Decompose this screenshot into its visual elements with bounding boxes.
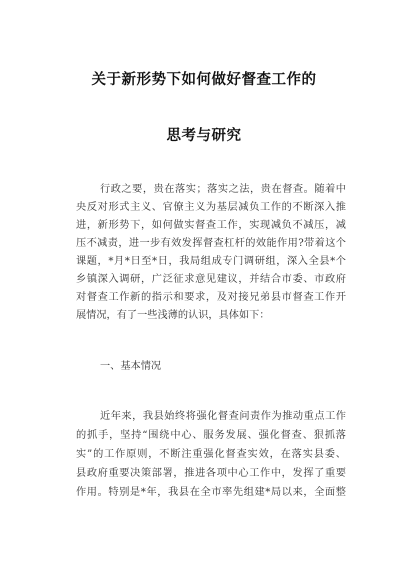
document-title-line-2: 思考与研究 — [166, 127, 242, 144]
intro-paragraph-line: 央反对形式主义、官僚主义为基层减负工作的不断深入推 — [76, 202, 346, 213]
section-paragraph-line: 实”的工作原则，不断注重强化督查实效，在落实县委、 — [76, 449, 346, 460]
section-paragraph-line: 作用。特别是*年，我县在全市率先组建*局以来，全面整 — [76, 487, 346, 498]
intro-paragraph-line: 进，新形势下，如何做实督查工作，实现减负不减压，减 — [76, 220, 346, 231]
section-heading: 一、基本情况 — [100, 361, 162, 372]
section-paragraph-line: 县政府重要决策部署，推进各项中心工作中，发挥了重要 — [76, 468, 346, 479]
intro-paragraph-line: 对督查工作新的指示和要求，及对接兄弟县市督查工作开 — [76, 292, 346, 303]
intro-paragraph-line: 行政之要，贵在落实；落实之法，贵在督查。随着中 — [100, 184, 346, 195]
section-paragraph-line: 近年来，我县始终将强化督查问责作为推动重点工作 — [100, 411, 346, 422]
intro-paragraph-line: 压不减责，进一步有效发挥督查杠杆的效能作用?带着这个 — [76, 238, 346, 249]
intro-paragraph-line: 乡镇深入调研，广泛征求意见建议，并结合市委、市政府 — [76, 274, 346, 285]
section-paragraph-line: 的抓手，坚持“围绕中心、服务发展、强化督查、狠抓落 — [76, 430, 346, 441]
intro-paragraph-line: 课题，*月*日至*日，我局组成专门调研组，深入全县*个 — [76, 256, 346, 267]
intro-paragraph-line: 展情况，有了一些浅薄的认识，具体如下： — [76, 310, 270, 321]
document-title-line-1: 关于新形势下如何做好督查工作的 — [91, 71, 317, 88]
